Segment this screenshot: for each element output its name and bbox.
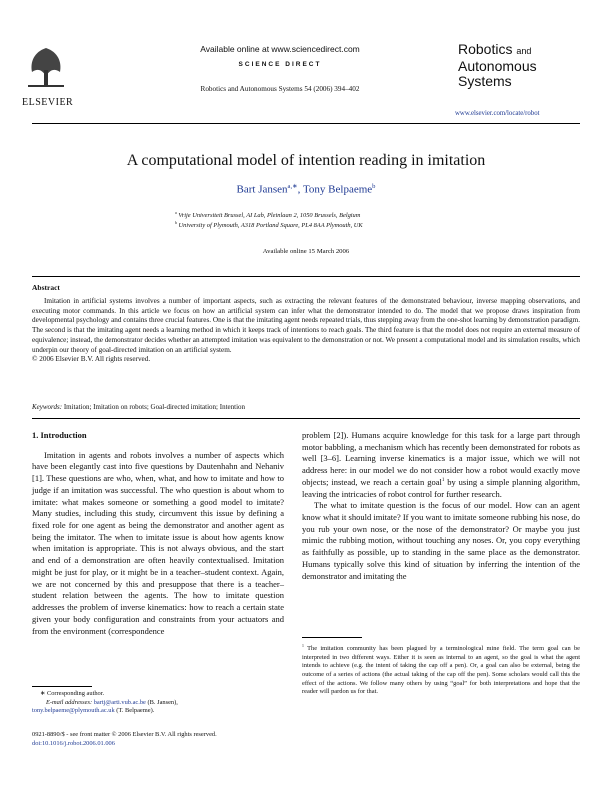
available-date: Available online 15 March 2006 — [262, 248, 350, 255]
keywords-label: Keywords: — [32, 403, 63, 411]
corresponding-author-note: ∗ Corresponding author. — [40, 690, 105, 697]
email-link-1[interactable]: bartj@arti.vub.ac.be — [93, 698, 146, 706]
author-1[interactable]: Bart Jansen — [236, 183, 288, 196]
sciencedirect-logo: SCIENCE DIRECT — [238, 61, 322, 68]
author-2[interactable]: Tony Belpaeme — [302, 183, 373, 196]
author-1-sup: a,∗ — [287, 183, 298, 190]
journal-reference: Robotics and Autonomous Systems 54 (2006) 394–402 — [200, 85, 360, 93]
footnote-rule-right — [302, 637, 362, 638]
doi-link[interactable]: doi:10.1016/j.robot.2006.01.006 — [32, 739, 115, 747]
journal-url-link[interactable]: www.elsevier.com/locate/robot — [455, 110, 540, 117]
journal-name-robotics: Robotics — [458, 41, 513, 57]
abstract-bottom-rule — [32, 418, 580, 419]
authors: Bart Jansen$^{a,∗}$, Tony Belpaeme$^b$ — [236, 183, 376, 196]
journal-name-autonomous: Autonomous — [458, 58, 537, 74]
footnote-1-mark: 1 — [302, 644, 304, 648]
journal-logo — [458, 42, 578, 89]
publisher-name: ELSEVIER — [22, 97, 74, 108]
keywords-list: Imitation; Imitation on robots; Goal-directed imitation; Intention — [63, 403, 246, 411]
footnote-rule-left — [32, 686, 92, 687]
article-title: A computational model of intention reading in imitation — [126, 152, 486, 169]
footnote-1-text: The imitation community has been plagued by a terminological mine field. The term goal can be interpreted in two different ways. Either it is seen as internal to an agent, so the goal is what the agent intends to achieve (e.g. the intent of taking the cap off a pen). Or, a goal can also be external, being the outcome of a series of actions (the actual taking of the cap off the pen). Some scholars would call this the effect of the actions. We follow many others by using “goal” for both interpretations and hope that the reader will pardon us for that. — [302, 645, 580, 696]
available-online-text: Available online at www.sciencedirect.com — [200, 44, 360, 54]
abstract-text: Imitation in artificial systems involves a number of important aspects, such as extracting the relevant features of the demonstrated behaviour, inverse mapping observations, and executing motor commands. In this article we focus on how an artificial system can infer what the demonstrator intended to do. The model that we propose draws inspiration from developmental psychology and contains three crucial features. One is that the imitating agent needs repeated trials, thus stepping away from the one-shot learning by demonstration paradigm. The second is that the imitating agent needs a learning method in which it keeps track of intentions to reach goals. The third feature is that the model does not require an external measure of equivalence; instead, the demonstrator decides whether an attempted imitation was equivalent to the demonstration or not. We present a computational model and its simulation results, which underpin our theory of goal-directed imitation on an artificial system. — [32, 297, 580, 354]
right-paragraph-1: problem [2]). Humans acquire knowledge for this task for a large part through motor babbling, a mechanism which has recently been demonstrated for robots as well [3–6]. Learning inverse kinematics is a major issue, which we will not address here: in our model we do not consider how a robot would exactly move objects; instead, we reach a certain goal$^1$ by using a simple planning algorithm, leaving the intricacies of robot control for further research. — [302, 430, 580, 499]
affiliation-b: $^b$ University of Plymouth, A318 Portland Square, PL4 8AA Plymouth, UK — [175, 221, 363, 230]
abstract-heading: Abstract — [32, 283, 60, 292]
author-2-sup: b — [372, 183, 376, 190]
right-paragraph-2: The what to imitate question is the focus of our model. How can an agent know what it should imitate? If you want to imitate someone rubbing his nose, do you rub your own nose, or the nose of the demonstrator? Or maybe you just mimic the rubbing motion, without touching any noses. Or, you copy everything as faithfully as possible, up to standing in the same place as the demonstrator. Humans typically solve this kind of situation by inferring the intention of the demonstrator and imitating the — [302, 500, 580, 581]
elsevier-tree-icon — [22, 42, 70, 90]
keywords — [32, 403, 580, 411]
section-heading-introduction: 1. Introduction — [32, 430, 87, 440]
issn-line: 0921-8890/$ - see front matter © 2006 Elsevier B.V. All rights reserved. — [32, 731, 217, 738]
footnote-1 — [302, 644, 580, 697]
email-addresses: E-mail addresses: bartj@arti.vub.ac.be (B. Jansen), — [46, 698, 178, 706]
abstract-top-rule — [32, 276, 580, 277]
email-link-2[interactable]: tony.belpaeme@plymouth.ac.uk — [32, 707, 115, 715]
elsevier-logo — [22, 42, 74, 108]
journal-name-systems: Systems — [458, 73, 512, 89]
header-rule — [32, 123, 580, 124]
email-addresses-line-2: tony.belpaeme@plymouth.ac.uk (T. Belpaeme). — [32, 707, 155, 715]
journal-name-and: and — [516, 46, 532, 56]
left-paragraph-1: Imitation in agents and robots involves a number of aspects which have been elegantly cast into five questions by Dautenhahn and Nehaniv [1]. These questions are who, when, what, and how to imitate and how to judge if an imitation was successful. The who question is about whom to imitate: what makes someone or something a good model to imitate? Many studies, including this study, circumvent this issue by defining a fixed role for one agent as being the demonstrator and another agent as being the imitator. The when to imitate issue is about how agents know when imitation is appropriate. This is not always obvious, and the start and end of a demonstration are often heavily contextualised. Imitation might be just for play, or it might be in a teacher–student context. Again, we are not concerned by this and presuppose that there is a teacher–student relation between the agents. The how to imitate question addresses the problem of inverse kinematics: how to reach a certain state given your body configuration and constraints from your actuators and from the environment (correspondence — [32, 449, 284, 636]
affiliation-a: $^a$ Vrije Universiteit Brussel, AI Lab, Pleinlaan 2, 1050 Brussels, Belgium — [175, 211, 361, 220]
abstract-copyright: © 2006 Elsevier B.V. All rights reserved. — [32, 355, 151, 364]
